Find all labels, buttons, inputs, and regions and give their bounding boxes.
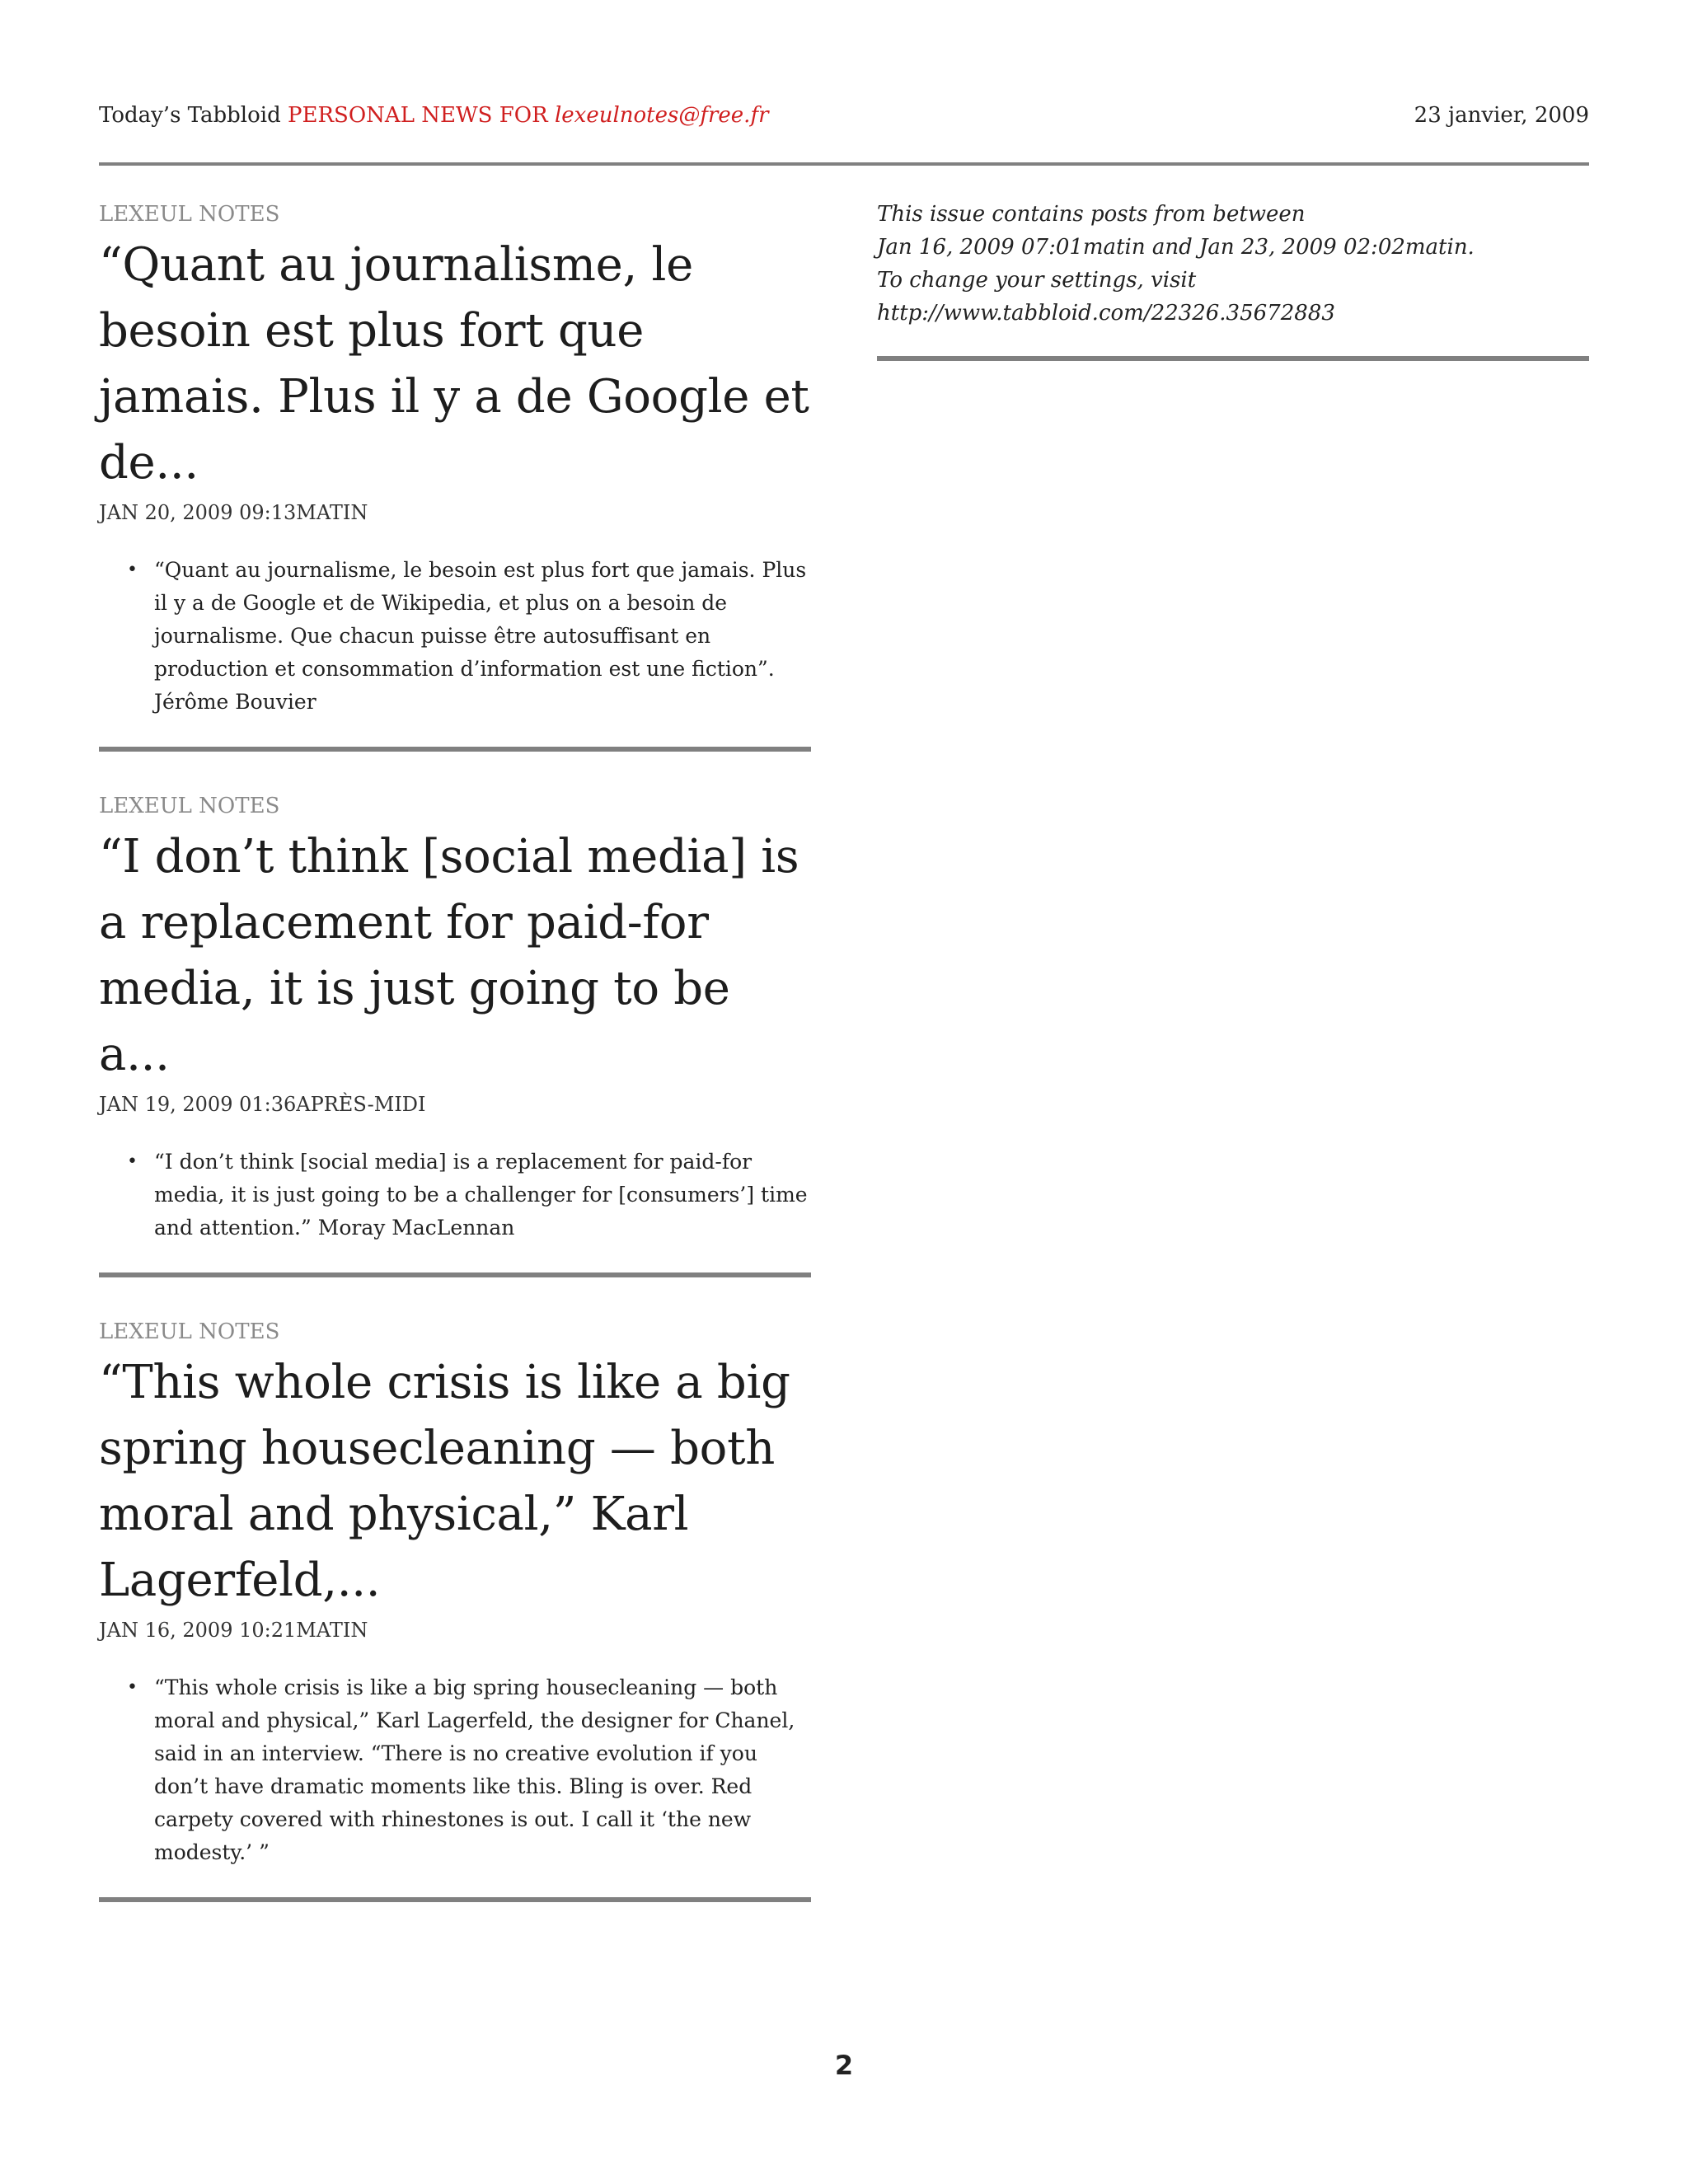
article-headline[interactable]: “Quant au journalisme, le besoin est plus fort que jamais. Plus il y a de Google et de... (99, 238, 809, 490)
brand-name: Today’s Tabbloid (99, 103, 281, 128)
article-divider (99, 1272, 811, 1277)
article-source: LEXEUL NOTES (99, 794, 280, 818)
bullet-icon: • (127, 1151, 138, 1172)
article-date: JAN 20, 2009 09:13MATIN (99, 501, 368, 524)
header-title (99, 99, 769, 132)
article-excerpt-list (99, 1146, 811, 1244)
article-divider (99, 1897, 811, 1902)
article-date: JAN 16, 2009 10:21MATIN (99, 1619, 368, 1642)
issue-info (877, 198, 1589, 330)
article (99, 198, 811, 752)
bullet-icon: • (127, 560, 138, 580)
issue-date: 23 janvier, 2009 (1414, 103, 1589, 128)
subscriber-email: lexeulnotes@free.fr (554, 103, 769, 128)
article-excerpt (127, 554, 811, 719)
issue-info-divider (877, 356, 1589, 361)
article-headline[interactable]: “This whole crisis is like a big spring housecleaning — both moral and physical,” Karl Lagerfeld,... (99, 1356, 790, 1607)
article-source: LEXEUL NOTES (99, 1319, 280, 1344)
article-excerpt-list (99, 1671, 811, 1869)
article-excerpt-text: “This whole crisis is like a big spring housecleaning — both moral and physical,” Karl Lagerfeld, the designer for Chanel, said in an interview. “There is no creative evolution if you don’t have dramatic moments like this. Bling is over. Red carpety covered with rhinestones is out. I call it ‘the new modesty.’ ” (154, 1675, 795, 1864)
article-date: JAN 19, 2009 01:36APRÈS-MIDI (99, 1093, 426, 1116)
issue-info-settings-label: To change your settings, visit (877, 268, 1197, 293)
issue-info-settings-link[interactable]: http://www.tabbloid.com/22326.35672883 (877, 301, 1335, 326)
article-excerpt-list (99, 554, 811, 719)
article-source: LEXEUL NOTES (99, 202, 280, 227)
article (99, 1315, 811, 1902)
issue-info-column (877, 198, 1589, 361)
header-divider (99, 162, 1589, 166)
page-number: 2 (834, 2050, 854, 2081)
articles-column (99, 198, 811, 1940)
article (99, 790, 811, 1277)
page-header (99, 99, 1589, 132)
article-excerpt-text: “Quant au journalisme, le besoin est plus fort que jamais. Plus il y a de Google et de Wikipedia, et plus on a besoin de journalisme. Que chacun puisse être autosuffisant en production et consommation d’information est une fiction”. Jérôme Bouvier (154, 558, 807, 714)
article-headline[interactable]: “I don’t think [social media] is a replacement for paid-for media, it is just going to be a... (99, 830, 799, 1081)
personal-news-label: PERSONAL NEWS FOR (288, 103, 548, 128)
article-divider (99, 747, 811, 752)
issue-info-range-label: This issue contains posts from between (877, 202, 1306, 227)
article-excerpt-text: “I don’t think [social media] is a replacement for paid-for media, it is just going to be a challenger for [consumers’] time and attention.” Moray MacLennan (154, 1150, 808, 1240)
issue-info-range: Jan 16, 2009 07:01matin and Jan 23, 2009 02:02matin. (877, 235, 1475, 260)
bullet-icon: • (127, 1677, 138, 1698)
page (99, 0, 1589, 2184)
article-excerpt (127, 1671, 811, 1869)
article-excerpt (127, 1146, 811, 1244)
